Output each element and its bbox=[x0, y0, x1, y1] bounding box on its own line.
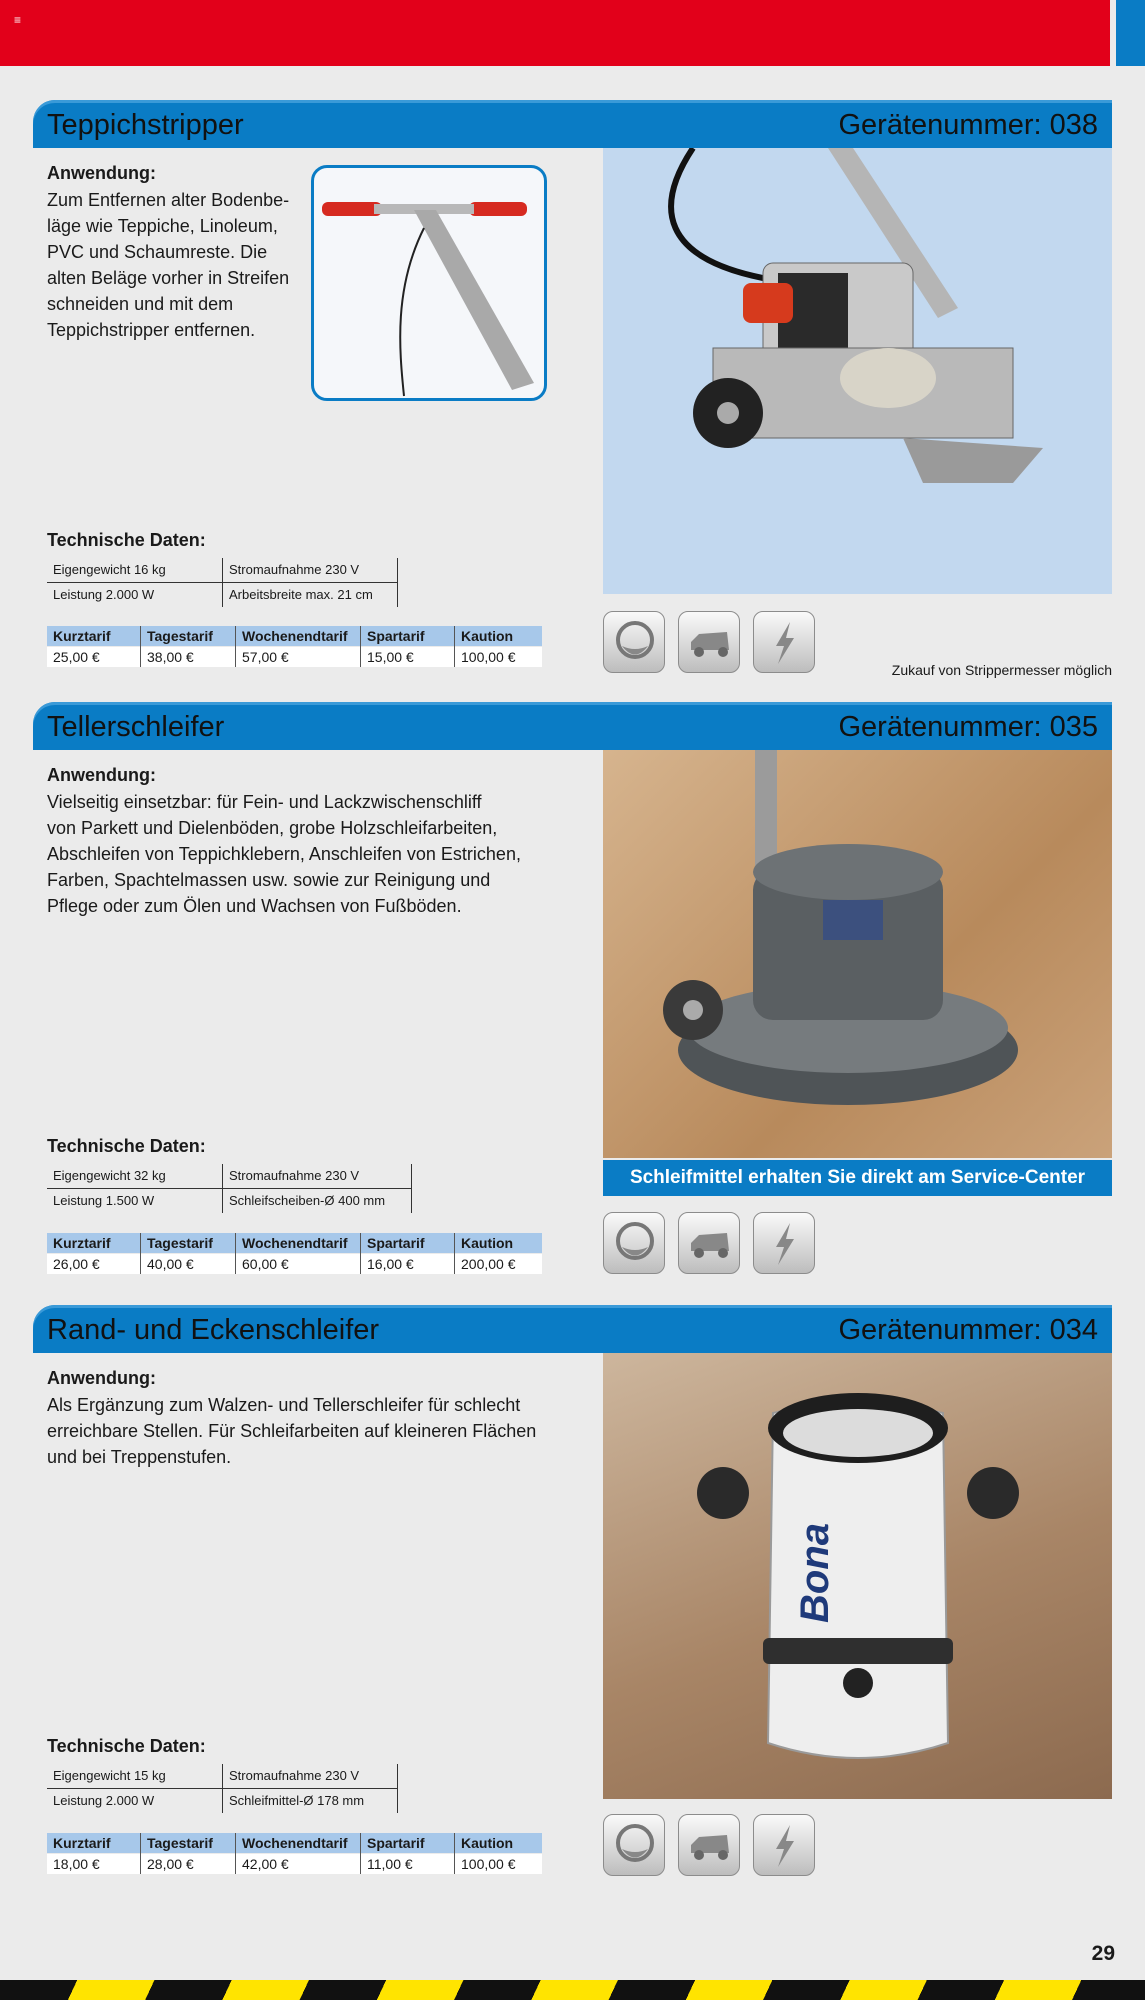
tariff-value: 100,00 € bbox=[461, 1856, 516, 1872]
tariff-value: 100,00 € bbox=[461, 649, 516, 665]
tariff-value: 28,00 € bbox=[147, 1856, 194, 1872]
column-divider bbox=[454, 1233, 455, 1274]
section-header bbox=[33, 702, 1112, 750]
tariff-value: 25,00 € bbox=[53, 649, 100, 665]
tariff-header: Tagestarif bbox=[147, 1835, 213, 1851]
page-number: 29 bbox=[1091, 1942, 1115, 1965]
tech-value: Stromaufnahme 230 V bbox=[229, 1168, 360, 1183]
power-lightning-icon bbox=[753, 611, 815, 673]
grid-line bbox=[222, 558, 223, 607]
grid-line bbox=[397, 1764, 398, 1813]
tariff-value: 16,00 € bbox=[367, 1256, 414, 1272]
column-divider bbox=[454, 1833, 455, 1874]
application-text: Als Ergänzung zum Walzen- und Tellerschleifer für schlecht erreichbare Stellen. Für Schleifarbeiten auf kleineren Flächen und bei Treppenstufen. bbox=[47, 1395, 537, 1467]
tariff-value: 15,00 € bbox=[367, 649, 414, 665]
tariff-header: Kaution bbox=[461, 628, 514, 644]
tariff-header: Kurztarif bbox=[53, 1835, 111, 1851]
tariff-header: Kurztarif bbox=[53, 628, 111, 644]
tech-value: Schleifscheiben-Ø 400 mm bbox=[229, 1193, 386, 1208]
tech-value: Eigengewicht 32 kg bbox=[53, 1168, 166, 1183]
tariff-header: Spartarif bbox=[367, 628, 425, 644]
grid-line bbox=[397, 558, 398, 607]
tariff-value: 42,00 € bbox=[242, 1856, 289, 1872]
device-number: Gerätenummer: 034 bbox=[838, 1314, 1098, 1346]
column-divider bbox=[235, 626, 236, 667]
column-divider bbox=[235, 1233, 236, 1274]
grid-line bbox=[222, 1764, 223, 1813]
tariff-header: Wochenendtarif bbox=[242, 1835, 348, 1851]
tariff-header: Tagestarif bbox=[147, 1235, 213, 1251]
tech-value: Eigengewicht 16 kg bbox=[53, 562, 166, 577]
column-divider bbox=[360, 626, 361, 667]
tech-value: Leistung 1.500 W bbox=[53, 1193, 155, 1208]
application-text: Zum Entfernen alter Bodenbe- läge wie Teppiche, Linoleum, PVC und Schaumreste. Die alten Beläge vorher in Streifen schneiden und mit dem Teppichstripper entfernen. bbox=[47, 190, 290, 340]
tariff-value: 11,00 € bbox=[367, 1856, 413, 1872]
column-divider bbox=[454, 626, 455, 667]
tariff-value: 200,00 € bbox=[461, 1256, 516, 1272]
grid-line bbox=[47, 1188, 411, 1189]
section-title: Teppichstripper bbox=[47, 109, 244, 141]
respirator-mask-icon bbox=[603, 1814, 665, 1876]
tech-value: Schleifmittel-Ø 178 mm bbox=[229, 1793, 365, 1808]
top-header-bar bbox=[0, 0, 1110, 66]
tariff-value: 18,00 € bbox=[53, 1856, 100, 1872]
menu-icon[interactable]: ≡ bbox=[14, 13, 22, 27]
footer-hazard-stripe bbox=[0, 1980, 1145, 2000]
car-transport-icon bbox=[678, 1814, 740, 1876]
tech-data-label: Technische Daten: bbox=[47, 1736, 206, 1756]
application-label: Anwendung: bbox=[47, 163, 156, 183]
product-photo bbox=[603, 1353, 1112, 1799]
tech-value: Eigengewicht 15 kg bbox=[53, 1768, 166, 1783]
tech-value: Arbeitsbreite max. 21 cm bbox=[229, 587, 373, 602]
section-title: Rand- und Eckenschleifer bbox=[47, 1314, 380, 1346]
tariff-header: Kurztarif bbox=[53, 1235, 111, 1251]
tech-data-label: Technische Daten: bbox=[47, 530, 206, 550]
respirator-mask-icon bbox=[603, 1212, 665, 1274]
tariff-header: Kaution bbox=[461, 1235, 514, 1251]
product-photo bbox=[603, 750, 1112, 1158]
info-banner: Schleifmittel erhalten Sie direkt am Service-Center bbox=[603, 1160, 1112, 1196]
car-transport-icon bbox=[678, 1212, 740, 1274]
tech-value: Stromaufnahme 230 V bbox=[229, 1768, 360, 1783]
tariff-value: 57,00 € bbox=[242, 649, 289, 665]
device-number: Gerätenummer: 035 bbox=[838, 711, 1098, 743]
section-title: Tellerschleifer bbox=[47, 711, 225, 743]
tariff-header: Wochenendtarif bbox=[242, 628, 348, 644]
power-lightning-icon bbox=[753, 1814, 815, 1876]
tech-value: Leistung 2.000 W bbox=[53, 587, 155, 602]
power-lightning-icon bbox=[753, 1212, 815, 1274]
tariff-value: 38,00 € bbox=[147, 649, 194, 665]
tariff-value: 60,00 € bbox=[242, 1256, 289, 1272]
column-divider bbox=[140, 1833, 141, 1874]
tariff-header: Tagestarif bbox=[147, 628, 213, 644]
tech-data-label: Technische Daten: bbox=[47, 1136, 206, 1156]
column-divider bbox=[360, 1833, 361, 1874]
product-photo bbox=[603, 148, 1112, 594]
tech-value: Stromaufnahme 230 V bbox=[229, 562, 360, 577]
tariff-value: 40,00 € bbox=[147, 1256, 194, 1272]
application-label: Anwendung: bbox=[47, 1368, 156, 1388]
column-divider bbox=[235, 1833, 236, 1874]
car-transport-icon bbox=[678, 611, 740, 673]
respirator-mask-icon bbox=[603, 611, 665, 673]
section-header bbox=[33, 1305, 1112, 1353]
photo-brand-text: Bona bbox=[793, 1523, 837, 1623]
tariff-header: Wochenendtarif bbox=[242, 1235, 348, 1251]
inset-product-image bbox=[311, 165, 547, 401]
tariff-header: Kaution bbox=[461, 1835, 514, 1851]
top-header-accent bbox=[1116, 0, 1145, 66]
column-divider bbox=[140, 626, 141, 667]
grid-line bbox=[222, 1164, 223, 1213]
tech-value: Leistung 2.000 W bbox=[53, 1793, 155, 1808]
column-divider bbox=[140, 1233, 141, 1274]
column-divider bbox=[360, 1233, 361, 1274]
tariff-header: Spartarif bbox=[367, 1835, 425, 1851]
tariff-header: Spartarif bbox=[367, 1235, 425, 1251]
tariff-value: 26,00 € bbox=[53, 1256, 100, 1272]
application-text: Vielseitig einsetzbar: für Fein- und Lackzwischenschliff von Parkett und Dielenböden, grobe Holzschleifarbeiten, Abschleifen von Teppichklebern, Anschleifen von Estrichen, Farben, Spachtelmassen usw. sowie zur Reinigung und Pflege oder zum Ölen und Wachsen von Fußböden. bbox=[47, 792, 521, 916]
application-label: Anwendung: bbox=[47, 765, 156, 785]
note-text: Zukauf von Strippermesser möglich bbox=[891, 662, 1112, 678]
section-header bbox=[33, 100, 1112, 148]
grid-line bbox=[411, 1164, 412, 1213]
device-number: Gerätenummer: 038 bbox=[838, 109, 1098, 141]
